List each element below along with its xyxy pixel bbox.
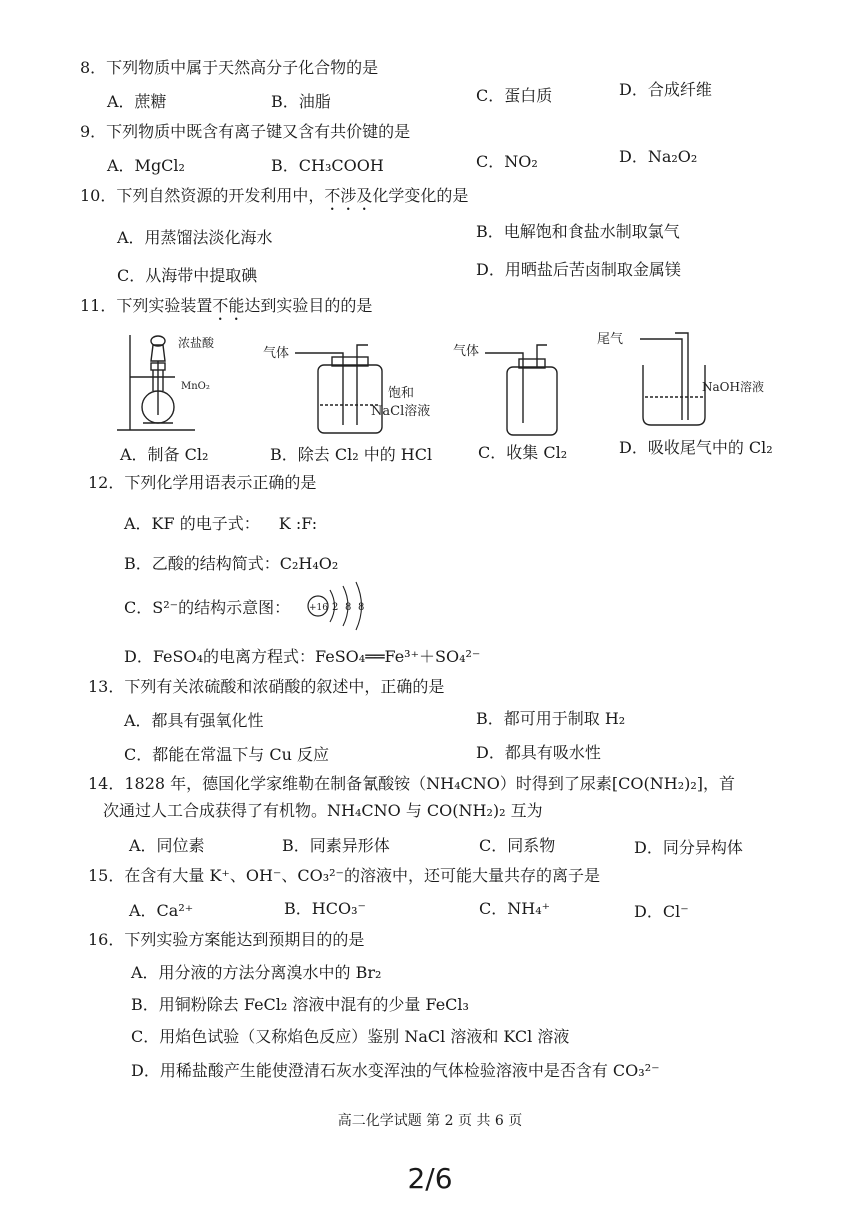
- apparatus-b-label-2: NaCl溶液: [371, 404, 431, 419]
- q9-option-a: A．MgCl₂: [107, 156, 185, 175]
- q12-stem: 12．下列化学用语表示正确的是: [88, 473, 317, 492]
- q12-option-d: D．FeSO₄的电离方程式：FeSO₄══Fe³⁺＋SO₄²⁻: [124, 647, 481, 666]
- q11-option-d: D．吸收尾气中的 Cl₂: [619, 438, 773, 457]
- q15-option-b: B．HCO₃⁻: [284, 899, 366, 918]
- q10-stem-post: 化学变化的是: [372, 186, 469, 205]
- q13-stem: 13．下列有关浓硫酸和浓硝酸的叙述中，正确的是: [88, 677, 445, 696]
- q9-option-d: D．Na₂O₂: [619, 147, 698, 166]
- q12-option-b: B．乙酸的结构简式：C₂H₄O₂: [124, 554, 339, 573]
- q11-option-c: C．收集 Cl₂: [478, 443, 568, 462]
- q14-option-b: B．同素异形体: [282, 836, 390, 855]
- q14-option-d: D．同分异构体: [634, 838, 743, 857]
- q12-option-a-text: A．KF 的电子式：: [124, 514, 260, 533]
- q11-option-a: A．制备 Cl₂: [120, 445, 209, 464]
- q13-option-b: B．都可用于制取 H₂: [476, 709, 626, 728]
- s2-nucleus-label: +16: [309, 603, 328, 613]
- q10-option-a: A．用蒸馏法淡化海水: [117, 228, 273, 247]
- q12-option-a: [124, 514, 317, 534]
- q9-option-b: B．CH₃COOH: [271, 156, 384, 175]
- q10-option-d: D．用晒盐后苦卤制取金属镁: [476, 260, 681, 279]
- q14-option-a: A．同位素: [129, 836, 205, 855]
- q11-stem: [80, 296, 372, 324]
- q10-stem-pre: 10．下列自然资源的开发利用中，: [80, 186, 325, 205]
- apparatus-b-label-1: 饱和: [388, 386, 415, 401]
- apparatus-a-label-acid: 浓盐酸: [178, 336, 215, 350]
- page-indicator: 2/6: [407, 1162, 453, 1195]
- q10-stem: [80, 186, 468, 214]
- q8-option-d: D．合成纤维: [619, 80, 712, 99]
- q14-stem-line2: 次通过人工合成获得了有机物。NH₄CNO 与 CO(NH₂)₂ 互为: [103, 801, 543, 820]
- apparatus-b-wash-bottle: [295, 345, 382, 433]
- s2-shell-2: 8: [345, 602, 352, 613]
- q15-option-a: A．Ca²⁺: [129, 901, 194, 920]
- q11-stem-post: 达到实验目的的是: [244, 296, 373, 315]
- q12-s2-structure-diagram: [305, 580, 385, 632]
- s2-shell-1: 2: [332, 602, 339, 613]
- q15-option-d: D．Cl⁻: [634, 902, 689, 921]
- q13-option-a: A．都具有强氧化性: [124, 711, 264, 730]
- apparatus-c-label-gas: 气体: [453, 344, 480, 359]
- q11-stem-pre: 11．下列实验装置: [80, 296, 213, 315]
- q16-option-a: A．用分液的方法分离溴水中的 Br₂: [131, 963, 382, 982]
- q11-apparatus-figures: [115, 325, 795, 440]
- q13-option-c: C．都能在常温下与 Cu 反应: [124, 745, 329, 764]
- apparatus-b-label-gas: 气体: [263, 346, 290, 361]
- q16-option-c: C．用焰色试验（又称焰色反应）鉴别 NaCl 溶液和 KCl 溶液: [131, 1027, 570, 1046]
- q13-option-d: D．都具有吸水性: [476, 743, 601, 762]
- q15-option-c: C．NH₄⁺: [479, 899, 551, 918]
- apparatus-d-beaker: [640, 333, 705, 425]
- q16-option-b: B．用铜粉除去 FeCl₂ 溶液中混有的少量 FeCl₃: [131, 995, 469, 1014]
- q9-stem: 9．下列物质中既含有离子键又含有共价键的是: [80, 122, 411, 141]
- q9-option-c: C．NO₂: [476, 152, 538, 171]
- page-footer: 高二化学试题 第 2 页 共 6 页: [337, 1113, 523, 1129]
- apparatus-a-label-mno2: MnO₂: [181, 381, 210, 392]
- q15-stem: 15．在含有大量 K⁺、OH⁻、CO₃²⁻的溶液中，还可能大量共存的离子是: [88, 866, 600, 885]
- q14-stem-line1: 14．1828 年，德国化学家维勒在制备氰酸铵（NH₄CNO）时得到了尿素[CO(NH₂)₂]，首: [88, 774, 736, 793]
- q16-stem: 16．下列实验方案能达到预期目的的是: [88, 930, 365, 949]
- q10-option-c: C．从海带中提取碘: [117, 266, 258, 285]
- q8-option-a: A．蔗糖: [107, 92, 167, 111]
- q11-stem-emphasis: 不能: [212, 296, 245, 315]
- q10-stem-emphasis: 不涉及: [324, 186, 373, 205]
- apparatus-c-gas-bottle: [485, 345, 557, 435]
- q14-option-c: C．同系物: [479, 836, 556, 855]
- q11-option-b: B．除去 Cl₂ 中的 HCl: [270, 445, 433, 464]
- s2-shell-3: 8: [358, 602, 365, 613]
- apparatus-d-label-gas: 尾气: [597, 332, 624, 347]
- q8-option-b: B．油脂: [271, 92, 331, 111]
- q10-option-b: B．电解饱和食盐水制取氯气: [476, 222, 680, 241]
- apparatus-d-label-1: NaOH溶液: [702, 380, 764, 394]
- q12-option-c: C．S²⁻的结构示意图：: [124, 598, 291, 617]
- q16-option-d: D．用稀盐酸产生能使澄清石灰水变浑浊的气体检验溶液中是否含有 CO₃²⁻: [131, 1061, 660, 1080]
- q12-kf-electron-formula: K :F:: [278, 514, 318, 533]
- q8-option-c: C．蛋白质: [476, 86, 553, 105]
- q8-stem: 8．下列物质中属于天然高分子化合物的是: [80, 58, 379, 77]
